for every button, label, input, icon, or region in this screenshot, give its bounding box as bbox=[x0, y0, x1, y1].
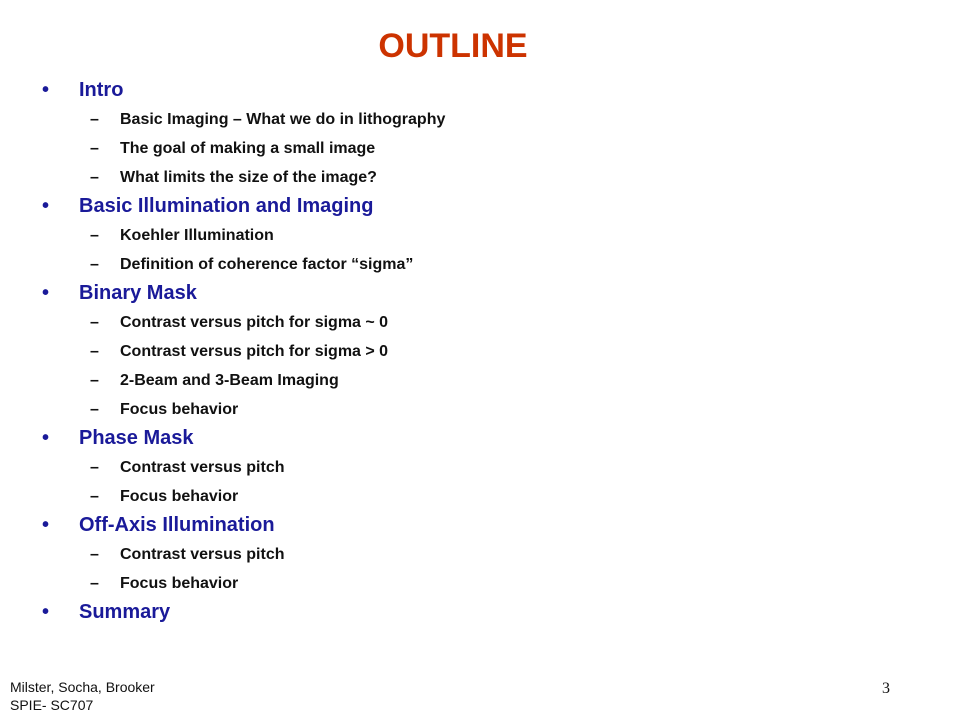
dash-icon: – bbox=[90, 343, 99, 360]
sub-list bbox=[0, 540, 900, 598]
dash-icon: – bbox=[90, 227, 99, 244]
sub-item bbox=[0, 308, 900, 337]
section-label: Basic Illumination and Imaging bbox=[79, 195, 374, 217]
slide-title: OUTLINE bbox=[378, 27, 528, 65]
bullet-icon: • bbox=[42, 282, 50, 304]
sub-item bbox=[0, 395, 900, 424]
sub-list bbox=[0, 105, 900, 192]
sub-item-label: Definition of coherence factor “sigma” bbox=[120, 256, 414, 273]
section-label: Summary bbox=[79, 601, 171, 623]
sub-item-label: Contrast versus pitch for sigma ~ 0 bbox=[120, 314, 389, 331]
dash-icon: – bbox=[90, 372, 99, 389]
sub-item-label: The goal of making a small image bbox=[120, 140, 376, 157]
footer-course-line: SPIE- SC707 bbox=[10, 697, 94, 713]
sub-item bbox=[0, 134, 900, 163]
dash-icon: – bbox=[90, 140, 99, 157]
sub-item bbox=[0, 540, 900, 569]
sub-item-label: Focus behavior bbox=[120, 488, 239, 505]
dash-icon: – bbox=[90, 575, 99, 592]
outline-list bbox=[0, 76, 900, 627]
outline-section-binary-mask bbox=[0, 279, 900, 424]
dash-icon: – bbox=[90, 256, 99, 273]
sub-item-label: What limits the size of the image? bbox=[120, 169, 377, 186]
sub-list bbox=[0, 308, 900, 424]
section-label: Intro bbox=[79, 79, 124, 101]
bullet-icon: • bbox=[42, 514, 50, 536]
bullet-icon: • bbox=[42, 427, 50, 449]
footer-authors-line: Milster, Socha, Brooker bbox=[10, 679, 155, 695]
dash-icon: – bbox=[90, 169, 99, 186]
sub-item-label: 2-Beam and 3-Beam Imaging bbox=[120, 372, 339, 389]
outline-section-phase-mask bbox=[0, 424, 900, 511]
sub-item bbox=[0, 569, 900, 598]
sub-item bbox=[0, 366, 900, 395]
dash-icon: – bbox=[90, 459, 99, 476]
section-label: Phase Mask bbox=[79, 427, 194, 449]
sub-list bbox=[0, 453, 900, 511]
dash-icon: – bbox=[90, 401, 99, 418]
section-label: Binary Mask bbox=[79, 282, 197, 304]
bullet-icon: • bbox=[42, 195, 50, 217]
dash-icon: – bbox=[90, 111, 99, 128]
bullet-icon: • bbox=[42, 601, 50, 623]
sub-item-label: Focus behavior bbox=[120, 575, 239, 592]
sub-item bbox=[0, 337, 900, 366]
outline-section-summary bbox=[0, 598, 900, 627]
footer-authors bbox=[10, 678, 155, 714]
sub-item bbox=[0, 453, 900, 482]
outline-section-intro bbox=[0, 76, 900, 192]
dash-icon: – bbox=[90, 488, 99, 505]
sub-item-label: Contrast versus pitch bbox=[120, 546, 285, 563]
bullet-icon: • bbox=[42, 79, 50, 101]
sub-item-label: Contrast versus pitch bbox=[120, 459, 285, 476]
dash-icon: – bbox=[90, 546, 99, 563]
sub-item-label: Focus behavior bbox=[120, 401, 239, 418]
sub-item bbox=[0, 163, 900, 192]
sub-list bbox=[0, 221, 900, 279]
dash-icon: – bbox=[90, 314, 99, 331]
sub-item-label: Contrast versus pitch for sigma > 0 bbox=[120, 343, 389, 360]
outline-section-off-axis-illumination bbox=[0, 511, 900, 598]
page-number: 3 bbox=[882, 680, 890, 697]
sub-item bbox=[0, 105, 900, 134]
section-heading bbox=[0, 511, 900, 540]
sub-item bbox=[0, 482, 900, 511]
section-heading bbox=[0, 76, 900, 105]
section-label: Off-Axis Illumination bbox=[79, 514, 275, 536]
section-heading bbox=[0, 424, 900, 453]
outline-section-basic-illumination bbox=[0, 192, 900, 279]
section-heading bbox=[0, 192, 900, 221]
section-heading bbox=[0, 279, 900, 308]
sub-item-label: Koehler Illumination bbox=[120, 227, 274, 244]
sub-item bbox=[0, 250, 900, 279]
section-heading bbox=[0, 598, 900, 627]
sub-item bbox=[0, 221, 900, 250]
sub-item-label: Basic Imaging – What we do in lithography bbox=[120, 111, 446, 128]
